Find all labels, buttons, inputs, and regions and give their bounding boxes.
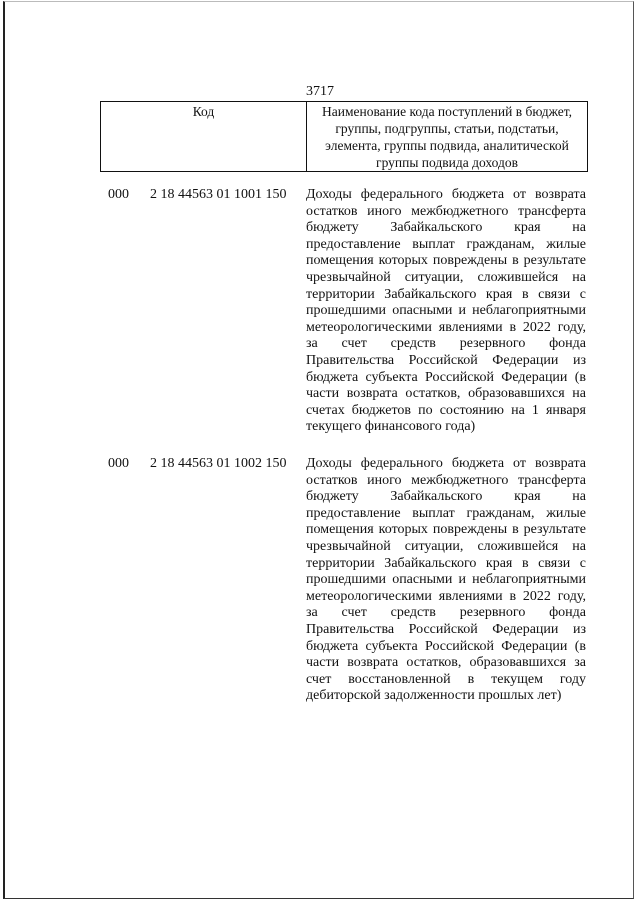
header-row <box>101 102 588 172</box>
admin-code: 000 <box>108 187 129 202</box>
admin-code: 000 <box>108 456 129 471</box>
revenue-description: Доходы федерального бюджета от возврата остатков иного межбюджетного трансферта бюджету Забайкальского края на предоставление выплат гражданам, жилые помещения которых повреждены в результате чрезвычайной ситуации, сложившейся на территории Забайкальского края в связи с прошедшими опасными и неблагоприятными метеорологическими явлениями в 2022 году, за счет средств резервного фонда Правительства Российской Федерации из бюджета субъекта Российской Федерации (в части возврата остатков, образовавшихся на счетах бюджетов по состоянию на 1 января текущего финансового года) <box>306 187 586 435</box>
header-code-cell: Код <box>101 102 307 172</box>
column-header-table <box>100 101 588 172</box>
revenue-code: 2 18 44563 01 1001 150 <box>150 187 287 202</box>
revenue-code: 2 18 44563 01 1002 150 <box>150 456 287 471</box>
revenue-description: Доходы федерального бюджета от возврата остатков иного межбюджетного трансферта бюджету Забайкальского края на предоставление выплат гражданам, жилые помещения которых повреждены в результате чрезвычайной ситуации, сложившейся на территории Забайкальского края в связи с прошедшими опасными и неблагоприятными метеорологическими явлениями в 2022 году, за счет средств резервного фонда Правительства Российской Федерации из бюджета субъекта Российской Федерации (в части возврата остатков, образовавшихся за счет восстановленной в текущем году дебиторской задолженности прошлых лет) <box>306 456 586 704</box>
header-name-cell: Наименование кода поступлений в бюджет, группы, подгруппы, статьи, подстатьи, элемента, группы подвида, аналитической группы подвида доходов <box>307 102 588 172</box>
page-number: 3717 <box>306 84 334 99</box>
